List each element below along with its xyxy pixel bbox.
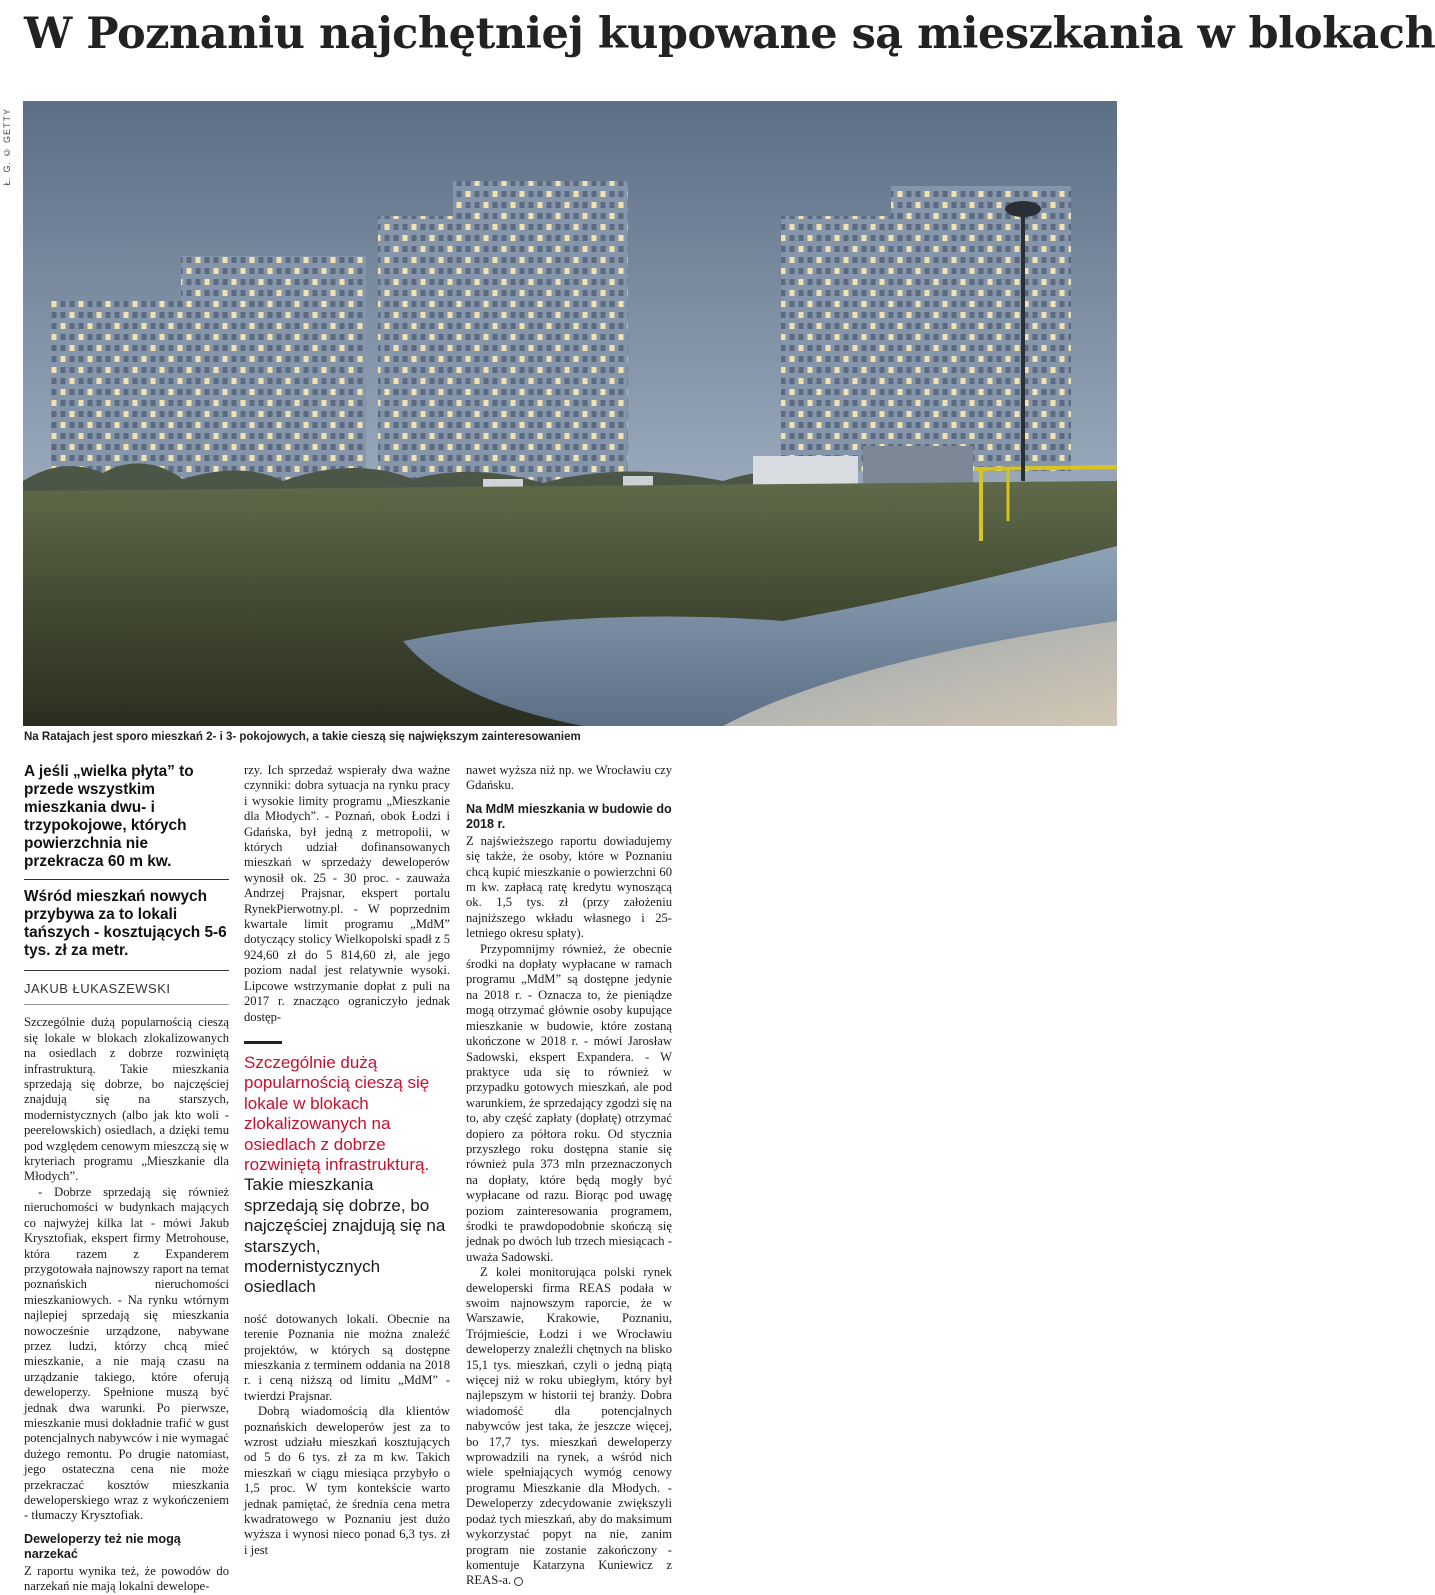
body-paragraph: [466, 1265, 672, 1589]
photo-caption: Na Ratajach jest sporo mieszkań 2- i 3- pokojowych, a takie cieszą się największym zainteresowaniem: [24, 731, 581, 743]
end-of-article-icon: [514, 1577, 523, 1586]
body-paragraph: Dobrą wiadomością dla klientów poznańskich deweloperów jest za to wzrost udziału mieszkań kosztujących od 5 do 6 tys. zł za m kw. Takich mieszkań w ciągu miesiąca przybyło o 1,5 proc. W tym kontekście warto jednak pamiętać, że średnia cena metra kwadratowego w Poznaniu jest dużo wyższa i wynosi nieco ponad 6,3 tys. zł i jest: [244, 1404, 450, 1557]
lead-paragraph-secondary: Wśród mieszkań nowych przybywa za to lokali tańszych - kosztujących 5-6 tys. zł za metr.: [24, 888, 229, 971]
body-paragraph: Przypomnijmy również, że obecnie środki na dopłaty wypłacane w ramach programu „MdM” są dostępne jedynie na 2018 r. - Oznacza to, że pieniądze mogą otrzymać głównie osoby kupujące mieszkanie w budowie, które zostaną ukończone w 2018 r. - mówi Jarosław Sadowski, ekspert Expandera. - W praktyce uda się to również w przypadku gotowych mieszkań, ale pod warunkiem, że sprzedający zgodzi się na to, aby część zapłaty (dopłatę) otrzymać dopiero za półtora roku. Od stycznia przyszłego roku dostępna stanie się również pula 373 mln przeznaczonych na dopłaty, które będą mogły być wypłacane od razu. Biorąc pod uwagę poziom zainteresowania programem, środki te prawdopodobnie skończą się jednak po dwóch lub trzech miesiącach - uważa Sadowski.: [466, 941, 672, 1264]
body-paragraph: Z najświeższego raportu dowiadujemy się także, że osoby, które w Poznaniu chcą kupić mieszkanie o powierzchni 60 m kw. zapłacą ratę kredytu wynoszącą ok. 1,5 tys. zł (przy założeniu najniższego wkładu własnego i 25-letniego okresu spłaty).: [466, 833, 672, 941]
body-paragraph: - Dobrze sprzedają się również nieruchomości w budynkach mających co najwyżej kilka lat - mówi Jakub Krysztofiak, ekspert firmy Metrohouse, która razem z Expanderem przygotowała najnowszy raport na temat poznańskich nieruchomości mieszkaniowych. - Na rynku wtórnym najlepiej sprzedają się mieszkania nowocześnie urządzone, nabywane przez ludzi, którzy chcą mieć mieszkanie, a nie mają czasu na urządzanie takiego, które oferują deweloperzy. Spełnione muszą być jednak dwa warunki. Po pierwsze, mieszkanie musi dokładnie trafić w gust potencjalnych nabywców i nie wymagać dużego remontu. Po drugie natomiast, jego ostateczna cena nie może przekraczać kosztów mieszkania deweloperskiego wraz z wykończeniem - tłumaczy Krysztofiak.: [24, 1184, 229, 1523]
subheading: Na MdM mieszkania w budowie do 2018 r.: [466, 801, 672, 831]
article-column-2: [244, 763, 450, 1558]
body-paragraph: ność dotowanych lokali. Obecnie na terenie Poznania nie można znaleźć projektów, w których są dostępne mieszkania z terminem oddania na 2018 r. i ceną niższą od limitu „MdM” - twierdzi Prajsnar.: [244, 1311, 450, 1403]
author-byline: JAKUB ŁUKASZEWSKI: [24, 981, 229, 1005]
photo-illustration: [23, 101, 1117, 726]
photo-credit: Ł. G. © GETTY: [2, 108, 12, 186]
body-paragraph-text: Z kolei monitorująca polski rynek deweloperski firma REAS podała w swoim najnowszym raporcie, że w Warszawie, Krakowie, Poznaniu, Trójmieście, Łodzi i we Wrocławiu deweloperzy znaleźli chętnych na blisko 15,1 tys. mieszkań, czyli o jedną piątą więcej niż w roku ubiegłym, który był najlepszym w historii tej branży. Dobra wiadomość dla potencjalnych nabywców jest taka, że jeszcze więcej, bo 17,7 tys. mieszkań deweloperzy wprowadzili na rynek, a wśród nich wiele spełniających wymóg cenowy programu Mieszkanie dla Młodych. - Deweloperzy zdecydowanie zwiększyli podaż tych mieszkań, aby do maksimum wykorzystać popyt na nie, zanim program nie zostanie zakończony - komentuje Katarzyna Kuniewicz z REAS-a.: [466, 1265, 672, 1588]
headline: W Poznaniu najchętniej kupowane są mieszkania w blokach: [24, 9, 1435, 59]
body-paragraph: Z raportu wynika też, że powodów do narzekań nie mają lokalni dewelope-: [24, 1563, 229, 1594]
pull-quote-text: Takie mieszkania sprzedają się dobrze, bo najczęściej znajdują się na starszych, modernistycznych osiedlach: [244, 1175, 446, 1297]
pull-quote-highlight: Szczególnie dużą popularnością cieszą się lokale w blokach zlokalizowanych na osiedlach z dobrze rozwiniętą infrastrukturą.: [244, 1052, 430, 1174]
body-paragraph: nawet wyższa niż np. we Wrocławiu czy Gdańsku.: [466, 763, 672, 793]
article-column-3: [466, 763, 672, 1589]
pull-quote: [244, 1041, 450, 1298]
article-photo: [23, 101, 1117, 726]
body-paragraph: rzy. Ich sprzedaż wspierały dwa ważne czynniki: dobra sytuacja na rynku pracy i wysokie limity programu „Mieszkanie dla Młodych”. - Poznań, obok Łodzi i Gdańska, był jedną z metropolii, w których udział dofinansowanych mieszkań w sprzedaży deweloperów wynosił ok. 25 - 30 proc. - zauważa Andrzej Prajsnar, ekspert portalu RynekPierwotny.pl. - W poprzednim kwartale limit programu „MdM” dotyczący stolicy Wielkopolski spadł z 5 924,60 zł do 5 814,60 zł, ale jego poziom nadal jest relatywnie wysoki. Lipcowe wstrzymanie dopłat z puli na 2017 r. znacząco ograniczyło jednak dostęp-: [244, 763, 450, 1024]
body-paragraph: Szczególnie dużą popularnością cieszą się lokale w blokach zlokalizowanych na osiedlach z dobrze rozwiniętą infrastrukturą. Takie mieszkania sprzedają się dobrze, bo najczęściej znajdują się na starszych, modernistycznych (albo jak kto woli - peerelowskich) osiedlach, a dzięki temu pod względem cenowym mieszczą się w kryteriach programu „Mieszkanie dla Młodych”.: [24, 1015, 229, 1184]
lead-paragraph: A jeśli „wielka płyta” to przede wszystkim mieszkania dwu- i trzypokojowe, których powierzchnia nie przekracza 60 m kw.: [24, 763, 229, 880]
subheading: Deweloperzy też nie mogą narzekać: [24, 1531, 181, 1561]
article-column-1: [24, 763, 229, 1595]
